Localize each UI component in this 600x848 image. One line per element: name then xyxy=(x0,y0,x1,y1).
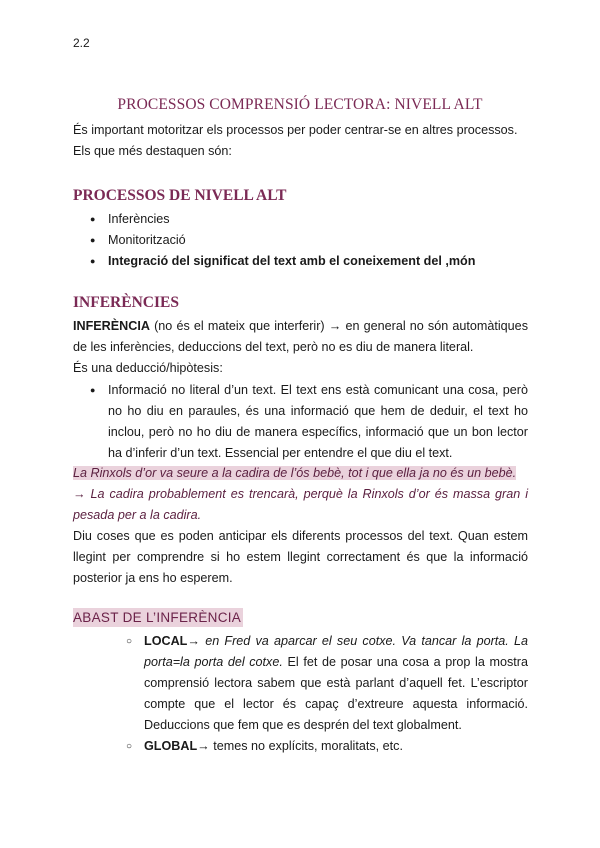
local-example: en Fred va aparcar el seu cotxe. Va tancar la porta. La porta=la porta del cotxe. xyxy=(144,634,529,669)
list-item-local xyxy=(126,631,528,736)
list-item: ● Integració del significat del text amb el coneixement del ,món xyxy=(90,251,530,272)
example-sentence xyxy=(73,463,528,484)
global-text: → temes no explícits, moralitats, etc. xyxy=(197,739,403,753)
intro-line-1: És important motoritzar els processos per poder centrar-se en altres processos. xyxy=(73,123,518,137)
section-heading-high-level: PROCESSOS DE NIVELL ALT xyxy=(73,187,287,204)
deduction-line: És una deducció/hipòtesis: xyxy=(73,361,223,375)
abast-list xyxy=(126,631,528,757)
inference-definition-text: (no és el mateix que interferir) → en general no són automàtiques de les inferències, deduccions del text, però no es diu de manera literal. xyxy=(73,319,528,354)
inference-definition xyxy=(73,316,528,358)
list-item-global xyxy=(126,736,528,757)
inference-term: INFERÈNCIA xyxy=(73,319,150,333)
page-number: 2.2 xyxy=(73,36,90,50)
example-result: → La cadira probablement es trencarà, perquè la Rinxols d’or és massa gran i pesada per a la cadira. xyxy=(73,487,528,522)
list-item: ● Monitorització xyxy=(90,230,530,251)
local-text: El fet de posar una cosa a prop la mostra comprensió lectora sabem que està parlant d’aquell fet. L’escriptor compte que el lector és capaç d’extreure aquesta informació. Deduccions que fem que es desprén del text globalment. xyxy=(144,655,528,732)
list-item: ● Inferències xyxy=(90,209,530,230)
global-label: GLOBAL xyxy=(144,739,198,753)
list-item: ● Informació no literal d’un text. El text ens està comunicant una cosa, però no ho diu en paraules, és una informació que hem de deduir, el text ho inclou, però no ho diu de manera específics, informació que un bon lector ha d’inferir d’un text. Essencial per entendre el que diu el text. xyxy=(90,380,528,464)
local-label: LOCAL xyxy=(144,634,188,648)
high-level-list xyxy=(90,209,530,272)
inference-bullets xyxy=(90,380,528,464)
section-heading-abast: ABAST DE L’INFERÈNCIA xyxy=(73,610,242,625)
intro-line-2: Els que més destaquen són: xyxy=(73,144,232,158)
example-block xyxy=(73,463,528,526)
section-heading-inferences: INFERÈNCIES xyxy=(73,294,179,311)
local-arrow: → xyxy=(187,634,206,648)
inference-paragraph: Diu coses que es poden anticipar els diferents processos del text. Quan estem llegint per comprendre si ho estem llegint correctament és que la informació posterior ja ens ho esperem. xyxy=(73,529,528,585)
example-highlight: La Rinxols d’or va seure a la cadira de l’ós bebè, tot i que ella ja no és un bebè. xyxy=(73,466,517,480)
intro-paragraph xyxy=(73,120,528,162)
page-title: PROCESSOS COMPRENSIÓ LECTORA: NIVELL ALT xyxy=(117,96,483,113)
